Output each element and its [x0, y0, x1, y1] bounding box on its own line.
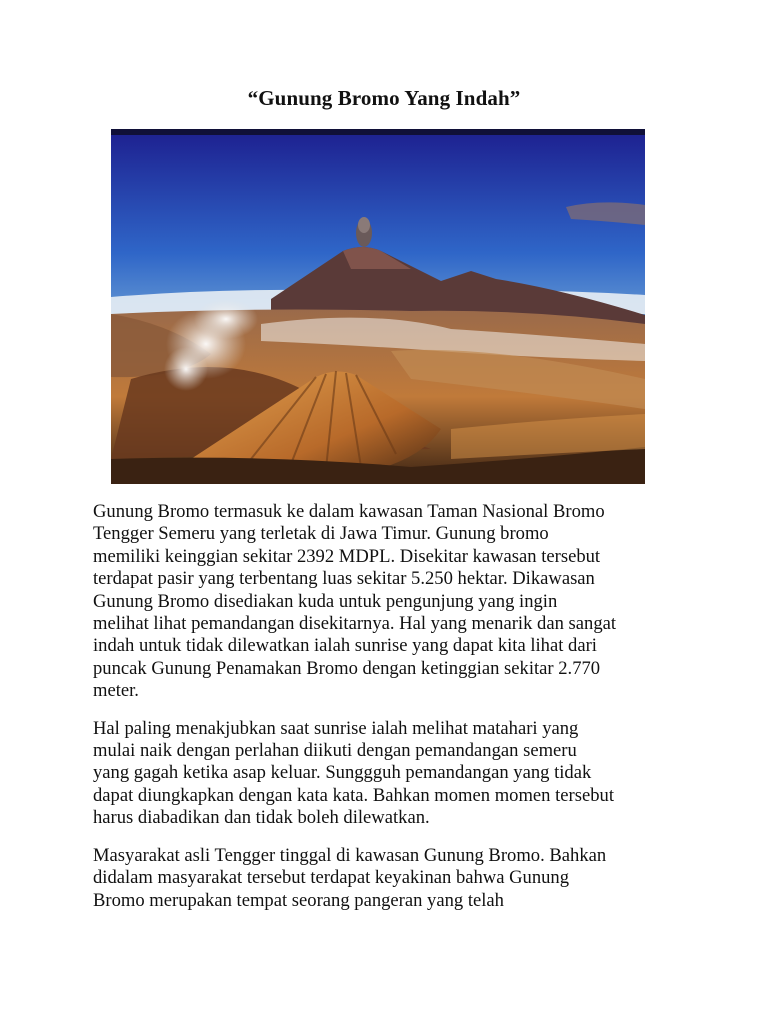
bromo-landscape-photo	[111, 129, 645, 484]
article-body	[93, 501, 693, 927]
paragraph-2: Hal paling menakjubkan saat sunrise ialah melihat matahari yang mulai naik dengan perlahan diikuti dengan pemandangan semeru yang gagah ketika asap keluar. Sunggguh pemandangan yang tidak dapat diungkapkan dengan kata kata. Bahkan momen momen tersebut harus diabadikan dan tidak boleh dilewatkan.	[93, 717, 614, 829]
paragraph-3: Masyarakat asli Tengger tinggal di kawasan Gunung Bromo. Bahkan didalam masyarakat tersebut terdapat keyakinan bahwa Gunung Bromo merupakan tempat seorang pangeran yang telah	[93, 844, 607, 911]
paragraph-1: Gunung Bromo termasuk ke dalam kawasan Taman Nasional Bromo Tengger Semeru yang terletak di Jawa Timur. Gunung bromo memiliki keinggian sekitar 2392 MDPL. Disekitar kawasan tersebut terdapat pasir yang terbentang luas sekitar 5.250 hektar. Dikawasan Gunung Bromo disediakan kuda untuk pengunjung yang ingin melihat lihat pemandangan disekitarnya. Hal yang menarik dan sangat indah untuk tidak dilewatkan ialah sunrise yang dapat kita lihat dari puncak Gunung Penamakan Bromo dengan ketinggian sekitar 2.770 meter.	[93, 501, 617, 702]
document-title: “Gunung Bromo Yang Indah”	[247, 86, 521, 110]
